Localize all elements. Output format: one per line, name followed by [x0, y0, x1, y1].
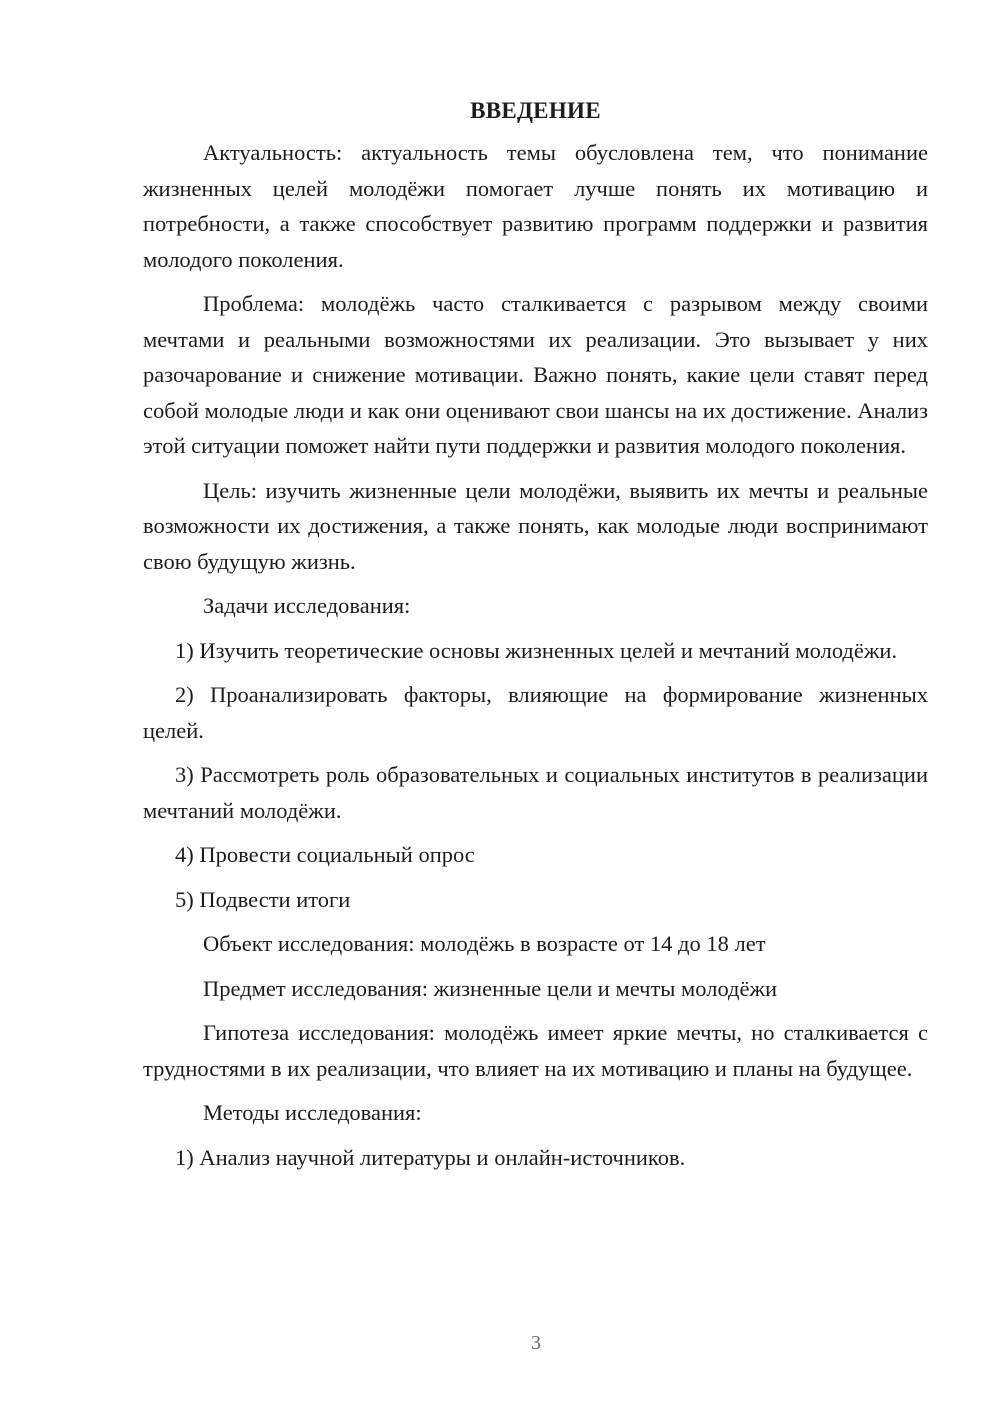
- page-content: [143, 94, 928, 1175]
- task-item: 5) Подвести итоги: [175, 886, 351, 912]
- task-item: 3) Рассмотреть роль образовательных и социальных институтов в реализации мечтаний молодёжи.: [143, 762, 928, 823]
- tasks-heading: Задачи исследования:: [203, 593, 411, 618]
- page-number: 3: [531, 1332, 541, 1354]
- task-item: 4) Провести социальный опрос: [175, 842, 475, 867]
- task-item: 1) Изучить теоретические основы жизненных целей и мечтаний молодёжи.: [175, 637, 898, 663]
- method-item: 1) Анализ научной литературы и онлайн-источников.: [175, 1144, 686, 1170]
- research-hypothesis: Гипотеза исследования: молодёжь имеет яркие мечты, но сталкивается с трудностями в их реализации, что влияет на их мотивацию и планы на будущее.: [143, 1020, 928, 1081]
- goal-paragraph: Цель: изучить жизненные цели молодёжи, выявить их мечты и реальные возможности их достижения, а также понять, как молодые люди воспринимают свою будущую жизнь.: [143, 477, 928, 574]
- problem-paragraph: Проблема: молодёжь часто сталкивается с разрывом между своими мечтами и реальными возможностями их реализации. Это вызывает у них разочарование и снижение мотивации. Важно понять, какие цели ставят перед собой молодые люди и как они оценивают свои шансы на их достижение. Анализ этой ситуации поможет найти пути поддержки и развития молодого поколения.: [143, 291, 928, 458]
- methods-heading: Методы исследования:: [203, 1100, 422, 1125]
- task-item: 2) Проанализировать факторы, влияющие на формирование жизненных целей.: [143, 682, 928, 743]
- research-subject: Предмет исследования: жизненные цели и мечты молодёжи: [203, 975, 778, 1001]
- research-object: Объект исследования: молодёжь в возрасте от 14 до 18 лет: [203, 931, 766, 956]
- section-title: ВВЕДЕНИЕ: [470, 98, 601, 123]
- relevance-paragraph: Актуальность: актуальность темы обусловлена тем, что понимание жизненных целей молодёжи помогает лучше понять их мотивацию и потребности, а также способствует развитию программ поддержки и развития молодого поколения.: [143, 140, 928, 272]
